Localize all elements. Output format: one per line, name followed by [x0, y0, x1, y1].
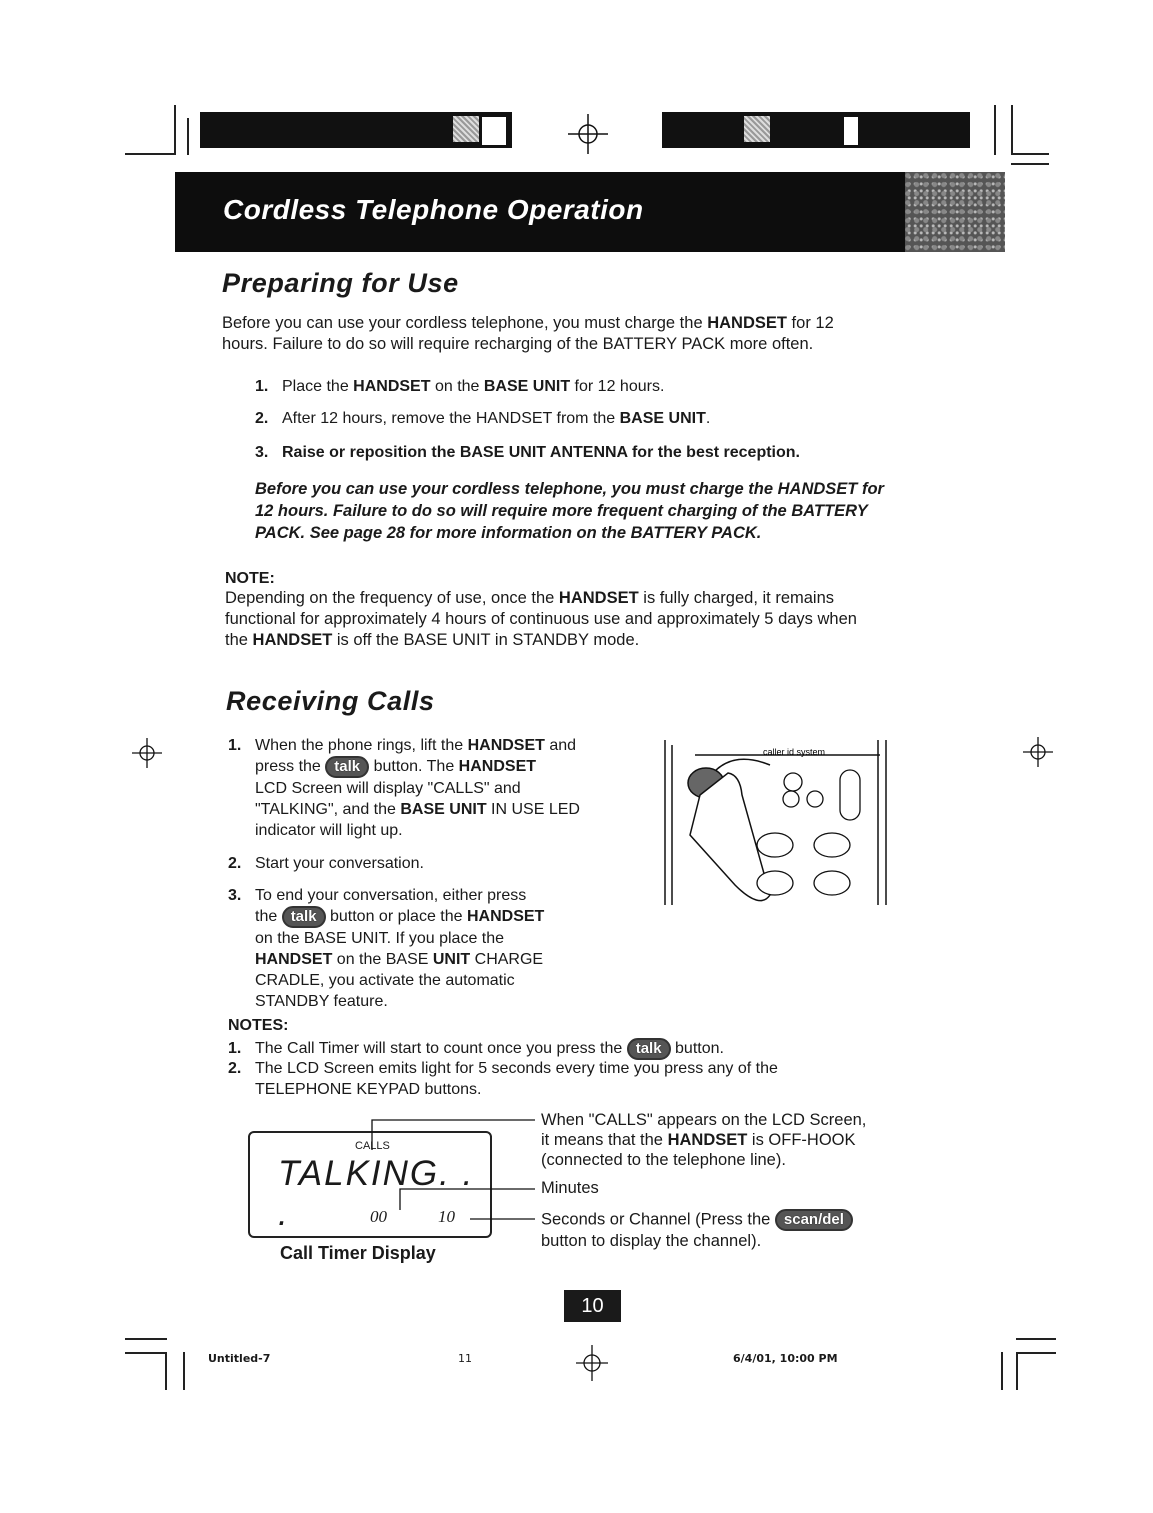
footer-timestamp: 6/4/01, 10:00 PM	[733, 1352, 838, 1365]
text: "TALKING", and the	[255, 801, 401, 818]
list-number: 2.	[255, 410, 269, 427]
text: The LCD Screen emits light for 5 seconds every time you press any of the	[255, 1060, 778, 1077]
text: for 12 hours.	[570, 378, 665, 395]
text: it means that the	[541, 1131, 668, 1149]
lcd-status-text: TALKING. . .	[278, 1154, 475, 1233]
text: HANDSET	[475, 410, 553, 427]
text: HANDSET	[466, 908, 545, 926]
talk-button-icon: talk	[282, 906, 326, 928]
text: the	[225, 631, 253, 649]
callout-seconds	[541, 1209, 921, 1251]
section-heading-preparing: Preparing for Use	[222, 268, 459, 298]
text: is off the BASE UNIT in STANDBY mode.	[332, 631, 640, 649]
text: When "CALLS" appears on the LCD Screen,	[541, 1111, 867, 1129]
text: HANDSET	[558, 589, 639, 607]
note-label: NOTE:	[225, 570, 275, 587]
text: indicator will light up.	[255, 822, 403, 839]
text: HANDSET	[707, 314, 787, 332]
text: TELEPHONE KEYPAD buttons.	[255, 1081, 482, 1098]
lcd-seconds: 10	[438, 1207, 455, 1226]
talk-button-icon: talk	[627, 1038, 671, 1060]
text: for 12	[786, 314, 834, 332]
text: button. The	[369, 758, 459, 776]
footer-filename: Untitled-7	[208, 1352, 271, 1365]
text: button.	[670, 1040, 724, 1058]
text: HANDSET	[252, 631, 333, 649]
text: (connected to the telephone line).	[541, 1151, 786, 1169]
callout-line	[372, 1120, 535, 1150]
text: is fully charged, it remains	[638, 589, 835, 607]
list-number: 2.	[228, 1060, 242, 1077]
text: on the BASE	[332, 951, 433, 968]
text: on the	[430, 378, 484, 395]
text: HANDSET	[458, 758, 537, 776]
text: button or place the	[325, 908, 467, 926]
text: Depending on the frequency of use, once the	[225, 589, 559, 607]
text: from the	[552, 410, 620, 427]
text: hours. Failure to do so will require recharging of the BATTERY PACK more often.	[222, 335, 814, 353]
lcd-calls-indicator: CALLS	[355, 1140, 390, 1152]
text: BASE UNIT	[619, 410, 706, 427]
page-number: 10	[564, 1290, 621, 1322]
text: BASE UNIT	[400, 801, 487, 818]
text: functional for approximately 4 hours of continuous use and approximately 5 days when	[225, 610, 857, 628]
lcd-minutes: 00	[370, 1207, 387, 1226]
list-number: 1.	[255, 378, 269, 395]
caller-id-label: caller id system	[763, 747, 826, 757]
text: Place the	[282, 378, 354, 395]
text: When the phone rings, lift the	[255, 737, 468, 754]
section-heading-receiving: Receiving Calls	[226, 686, 435, 716]
text: CRADLE, you activate the automatic	[255, 972, 515, 989]
scan-del-button-icon: scan/del	[775, 1209, 853, 1231]
text: To end your conversation, either press	[255, 887, 527, 904]
list-number: 1.	[228, 1040, 242, 1057]
text: on the BASE UNIT. If you place the	[255, 930, 505, 947]
text: HANDSET	[255, 951, 333, 968]
text: the	[255, 908, 282, 926]
list-text: Raise or reposition the BASE UNIT ANTENNA for the best reception.	[282, 444, 800, 461]
banner-title: Cordless Telephone Operation	[223, 194, 644, 225]
text: HANDSET	[467, 737, 545, 754]
list-number: 2.	[228, 855, 242, 872]
text: CHARGE	[470, 951, 544, 968]
callout-line	[400, 1189, 535, 1210]
text: PACK. See page 28 for more information on the BATTERY PACK.	[255, 524, 762, 542]
callout-calls	[541, 1110, 921, 1170]
text: BASE UNIT	[483, 378, 571, 395]
text: Before you can use your cordless telephone, you must charge the	[222, 314, 708, 332]
list-number: 1.	[228, 737, 242, 754]
figure-caption: Call Timer Display	[280, 1243, 436, 1263]
text: IN USE LED	[486, 801, 580, 818]
callout-minutes: Minutes	[541, 1179, 599, 1197]
text: STANDBY feature.	[255, 993, 388, 1010]
text: Seconds or Channel (Press the	[541, 1210, 775, 1229]
text: and	[544, 737, 577, 754]
text: After 12 hours, remove the	[282, 410, 476, 427]
text: The Call Timer will start to count once you press the	[255, 1040, 627, 1058]
footer-sheet-number: 11	[458, 1352, 472, 1365]
text: press the	[255, 758, 326, 776]
text: LCD Screen will display "CALLS" and	[255, 780, 521, 797]
text: HANDSET	[353, 378, 431, 395]
text: UNIT	[432, 951, 471, 968]
notes-label: NOTES:	[228, 1017, 289, 1034]
list-text: Start your conversation.	[255, 855, 424, 872]
text: HANDSET	[667, 1131, 748, 1149]
talk-button-icon: talk	[325, 756, 369, 778]
text: is OFF-HOOK	[747, 1131, 856, 1149]
list-number: 3.	[228, 887, 242, 904]
text: button to display the channel).	[541, 1232, 762, 1250]
text: .	[705, 410, 711, 427]
text: 12 hours. Failure to do so will require more frequent charging of the BATTERY	[255, 502, 868, 520]
list-number: 3.	[255, 444, 269, 461]
text: Before you can use your cordless telephone, you must charge the HANDSET for	[255, 480, 884, 498]
